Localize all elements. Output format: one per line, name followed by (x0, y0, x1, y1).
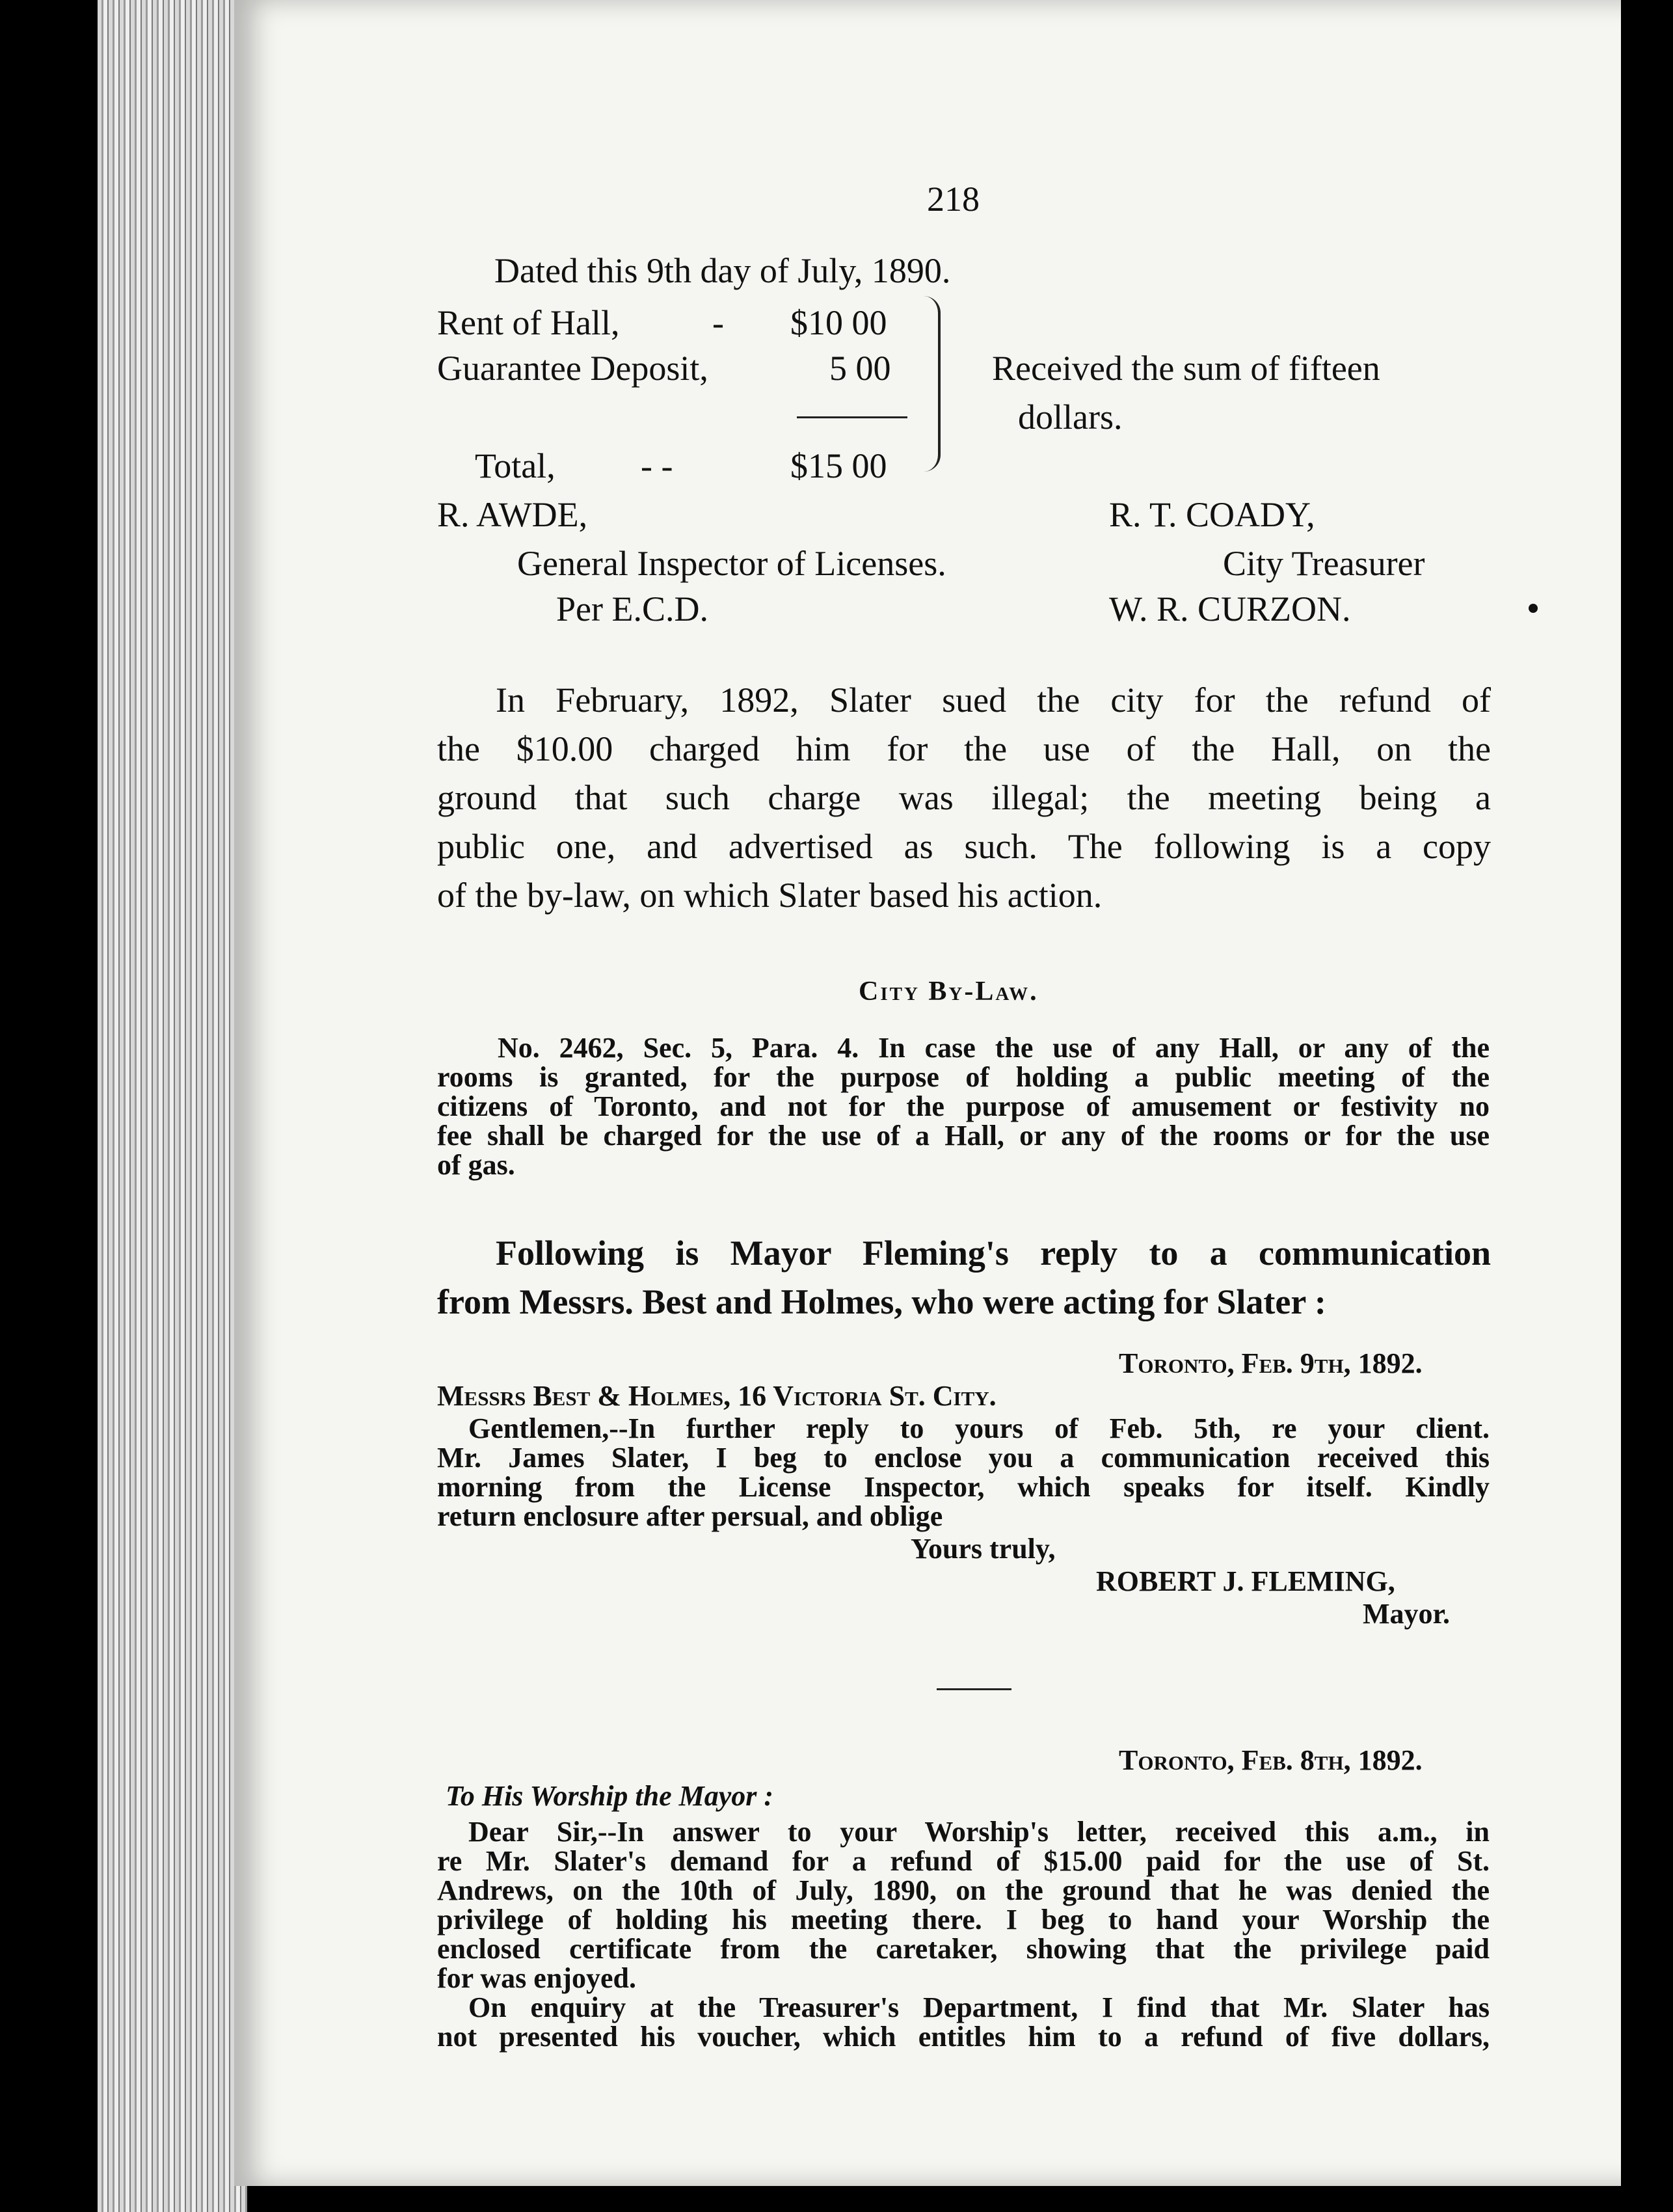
rent-label: Rent of Hall, (437, 303, 620, 342)
right-signer-name: R. T. COADY, (1109, 495, 1315, 534)
deposit-amount: 5 00 (829, 349, 891, 388)
right-signer-title: City Treasurer (1223, 544, 1425, 583)
bylaw-line-3: citizens of Toronto, and not for the purpose of amusement or festivity no (437, 1090, 1490, 1122)
sum-rule (797, 416, 907, 418)
right-signer-2: W. R. CURZON. (1109, 589, 1351, 628)
stray-mark (1529, 604, 1538, 613)
bylaw-line-1: No. 2462, Sec. 5, Para. 4. In case the use of any Hall, or any of the (498, 1032, 1490, 1064)
total-amount: $15 00 (790, 446, 887, 485)
received-line-2: dollars. (1018, 398, 1123, 437)
bylaw-line-5: of gas. (437, 1149, 515, 1181)
letter1-title: Mayor. (1363, 1598, 1451, 1630)
letter1-addressee: Messrs Best & Holmes, 16 Victoria St. City. (437, 1380, 997, 1412)
left-signer-per: Per E.C.D. (556, 589, 708, 628)
letter1-body-4: return enclosure after persual, and oblige (437, 1500, 943, 1532)
narrative-line-1: In February, 1892, Slater sued the city for the refund of (496, 681, 1491, 720)
left-signer-name: R. AWDE, (437, 495, 588, 534)
letter1-body-2: Mr. James Slater, I beg to enclose you a communication received this (437, 1442, 1490, 1474)
letter2-body-7: On enquiry at the Treasurer's Department, I find that Mr. Slater has (468, 1991, 1490, 2023)
section-divider (937, 1688, 1011, 1690)
narrative-line-3: ground that such charge was illegal; the meeting being a (437, 778, 1491, 817)
letter2-salutation: To His Worship the Mayor : (446, 1780, 774, 1812)
bylaw-heading: City By-Law. (859, 977, 1039, 1006)
bracket-brace (924, 296, 941, 472)
rent-dash: - (712, 303, 724, 342)
narrative-line-5: of the by-law, on which Slater based his action. (437, 876, 1103, 915)
bylaw-line-4: fee shall be charged for the use of a Hall, or any of the rooms or for the use (437, 1120, 1490, 1152)
letter1-body-1: Gentlemen,--In further reply to yours of Feb. 5th, re your client. (468, 1412, 1490, 1444)
page-number: 218 (927, 180, 980, 219)
bylaw-line-2: rooms is granted, for the purpose of holding a public meeting of the (437, 1061, 1490, 1093)
receipt-date: Dated this 9th day of July, 1890. (494, 251, 951, 290)
letter2-body-4: privilege of holding his meeting there. I beg to hand your Worship the (437, 1904, 1490, 1936)
deposit-label: Guarantee Deposit, (437, 349, 708, 388)
letter2-body-2: re Mr. Slater's demand for a refund of $15.00 paid for the use of St. (437, 1845, 1490, 1877)
letter2-body-3: Andrews, on the 10th of July, 1890, on the ground that he was denied the (437, 1874, 1490, 1906)
narrative-line-2: the $10.00 charged him for the use of the Hall, on the (437, 729, 1491, 768)
total-dashes: - - (641, 446, 673, 485)
rent-amount: $10 00 (790, 303, 887, 342)
narrative-line-4: public one, and advertised as such. The following is a copy (437, 827, 1491, 866)
left-signer-title: General Inspector of Licenses. (517, 544, 946, 583)
letter1-body-3: morning from the License Inspector, which speaks for itself. Kindly (437, 1471, 1490, 1503)
received-line-1: Received the sum of fifteen (992, 349, 1380, 388)
letter2-date: Toronto, Feb. 8th, 1892. (1119, 1744, 1423, 1776)
intro-line-1: Following is Mayor Fleming's reply to a communication (496, 1234, 1491, 1273)
letter1-date: Toronto, Feb. 9th, 1892. (1119, 1347, 1423, 1379)
page-stack-edges (98, 0, 247, 2212)
letter2-body-5: enclosed certificate from the caretaker, showing that the privilege paid (437, 1933, 1490, 1965)
letter1-signature: ROBERT J. FLEMING, (1096, 1565, 1395, 1597)
scan-border (1621, 0, 1673, 2212)
letter2-body-8: not presented his voucher, which entitles him to a refund of five dollars, (437, 2021, 1490, 2053)
total-label: Total, (475, 446, 555, 485)
intro-line-2: from Messrs. Best and Holmes, who were acting for Slater : (437, 1282, 1326, 1321)
letter1-closing: Yours truly, (911, 1533, 1056, 1565)
letter2-body-1: Dear Sir,--In answer to your Worship's letter, received this a.m., in (468, 1816, 1490, 1848)
letter2-body-6: for was enjoyed. (437, 1962, 636, 1994)
